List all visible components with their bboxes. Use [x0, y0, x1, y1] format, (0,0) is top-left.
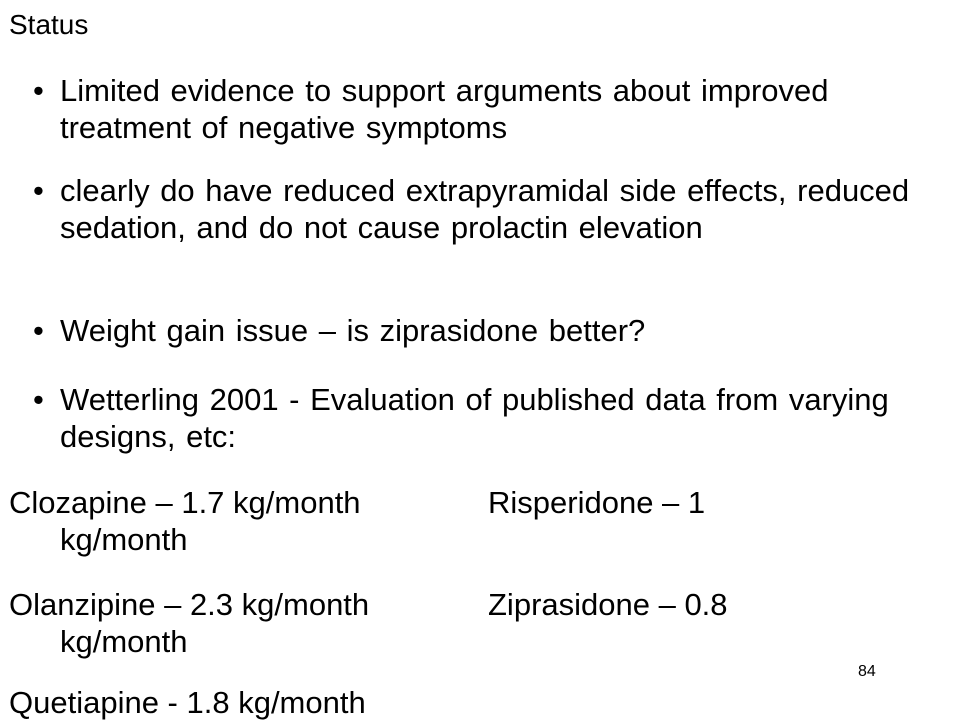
bullet-symbol: •: [33, 73, 44, 108]
page-number: 84: [858, 663, 876, 680]
weight-gain-left: Quetiapine - 1.8 kg/month: [9, 685, 366, 720]
weight-gain-continuation: kg/month: [60, 624, 188, 659]
weight-gain-left: Olanzipine – 2.3 kg/month: [9, 587, 370, 622]
bullet-text: Limited evidence to support arguments about improved treatment of negative symptoms: [60, 73, 829, 145]
bullet-symbol: •: [33, 173, 44, 208]
slide-title: Status: [9, 9, 89, 40]
weight-gain-left: Clozapine – 1.7 kg/month: [9, 485, 361, 520]
weight-gain-continuation: kg/month: [60, 522, 188, 557]
bullet-symbol: •: [33, 313, 44, 348]
bullet-text: clearly do have reduced extrapyramidal side effects, reduced sedation, and do not cause prolactin elevation: [60, 173, 910, 245]
bullet-symbol: •: [33, 382, 44, 417]
bullet-text: Wetterling 2001 - Evaluation of published data from varying designs, etc:: [60, 382, 889, 454]
weight-gain-right: Ziprasidone – 0.8: [488, 587, 728, 622]
weight-gain-right: Risperidone – 1: [488, 485, 706, 520]
bullet-text: Weight gain issue – is ziprasidone better?: [60, 313, 646, 348]
